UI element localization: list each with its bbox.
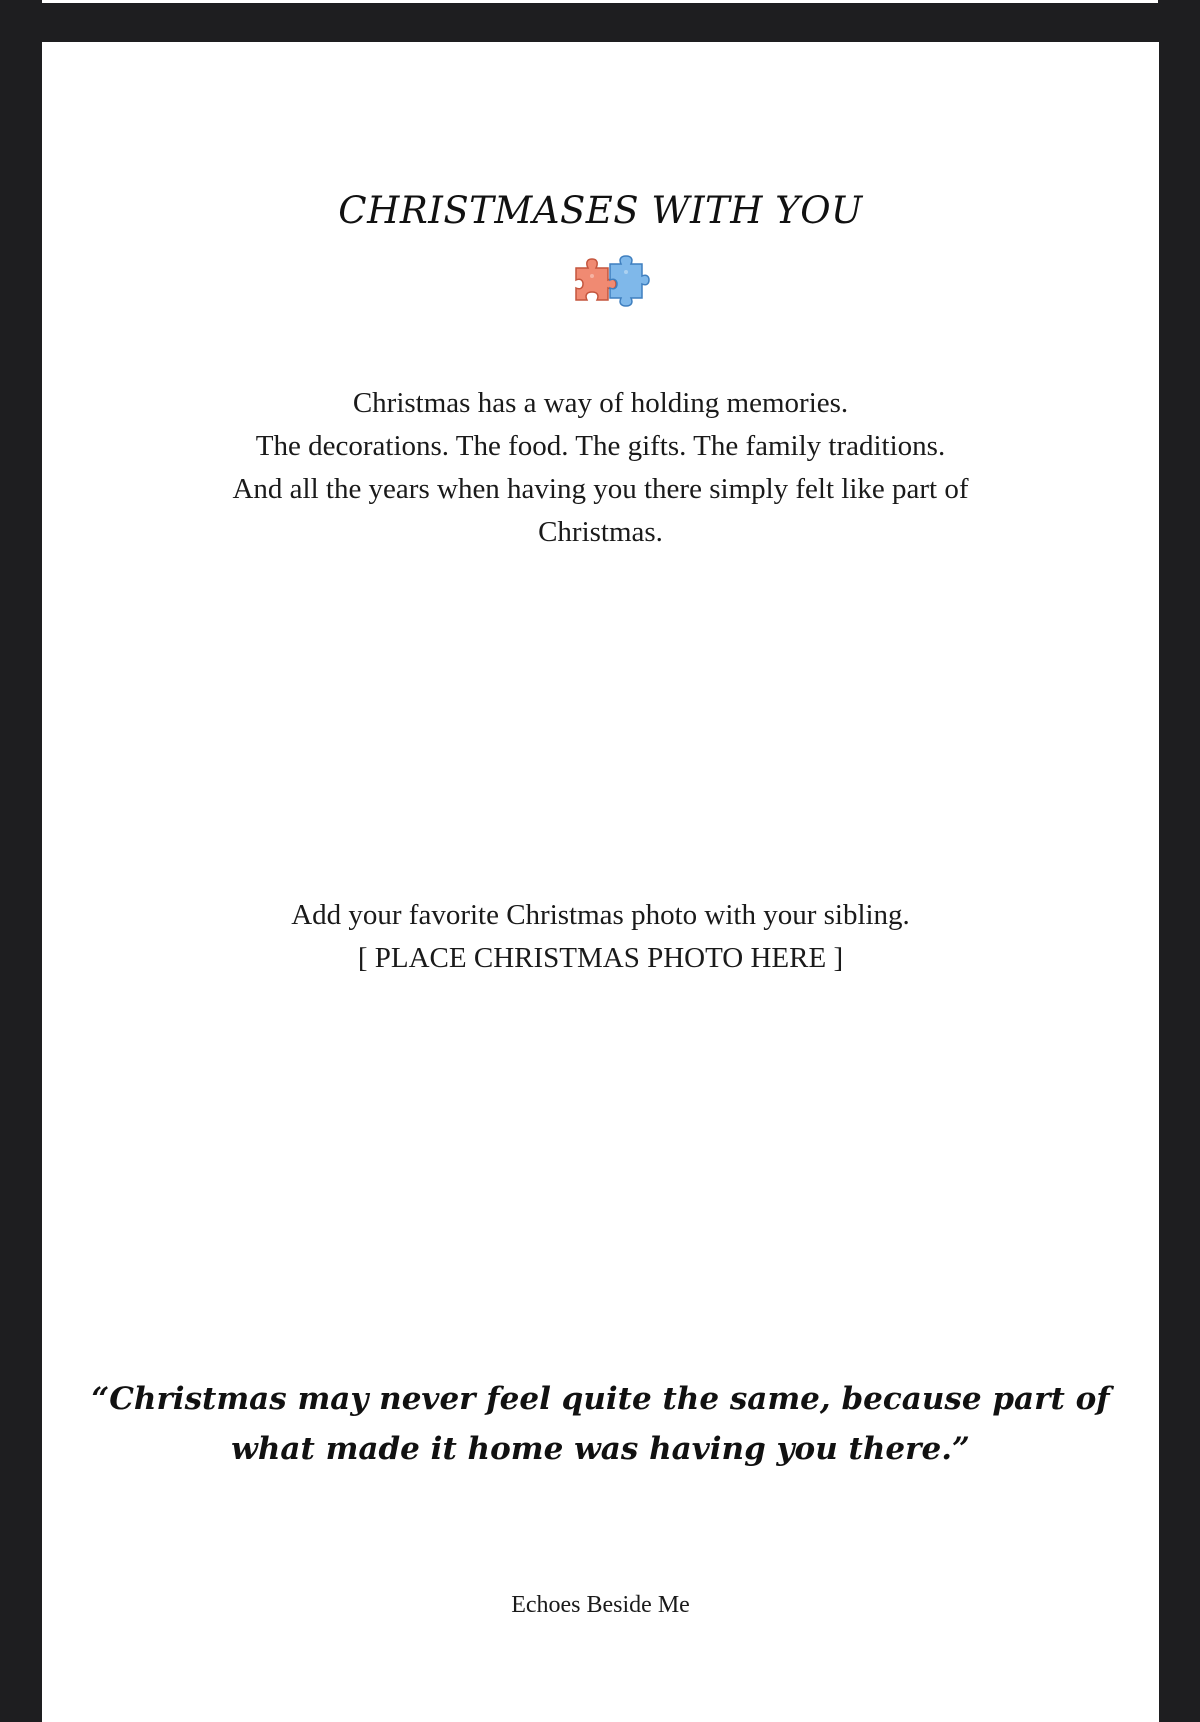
signature: Echoes Beside Me	[511, 1592, 690, 1618]
intro-line: The decorations. The food. The gifts. The family traditions.	[255, 430, 946, 462]
quote-line: “Christmas may never feel quite the same, because part of	[91, 1381, 1110, 1417]
closing-quote	[42, 1374, 1159, 1474]
puzzle-pieces-icon	[572, 250, 650, 312]
page-title: CHRISTMASES WITH YOU	[338, 189, 863, 232]
photo-placeholder-label: [ PLACE CHRISTMAS PHOTO HERE ]	[357, 942, 844, 974]
top-edge-strip	[42, 0, 1158, 3]
document-page	[42, 42, 1159, 1722]
intro-paragraph	[42, 382, 1159, 554]
intro-line: Christmas has a way of holding memories.	[352, 387, 849, 419]
intro-line: And all the years when having you there simply felt like part of	[232, 473, 969, 505]
intro-line: Christmas.	[538, 516, 663, 548]
photo-instruction: Add your favorite Christmas photo with your sibling.	[291, 899, 910, 931]
quote-line: what made it home was having you there.”	[231, 1431, 970, 1467]
photo-placeholder-area	[42, 894, 1159, 980]
